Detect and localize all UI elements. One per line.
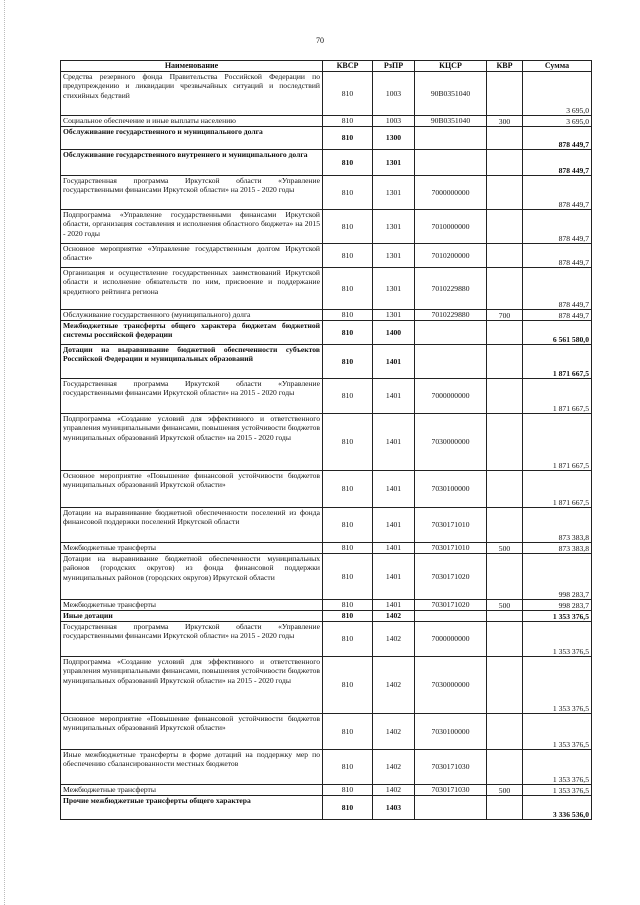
cell-sum: 1 353 376,5 <box>523 785 592 796</box>
cell-kcsr: 90В0351040 <box>415 116 487 127</box>
cell-kvsr: 810 <box>323 321 373 345</box>
cell-sum: 878 449,7 <box>523 310 592 321</box>
cell-kvr <box>487 150 523 176</box>
cell-kvr: 300 <box>487 116 523 127</box>
budget-table <box>60 60 592 820</box>
cell-kvsr: 810 <box>323 611 373 622</box>
cell-sum: 878 449,7 <box>523 268 592 310</box>
table-row <box>61 244 592 268</box>
cell-kvsr: 810 <box>323 622 373 657</box>
cell-kvsr: 810 <box>323 150 373 176</box>
cell-kvsr: 810 <box>323 543 373 554</box>
cell-sum: 3 336 536,0 <box>523 796 592 820</box>
cell-rzpr: 1301 <box>373 150 415 176</box>
cell-rzpr: 1401 <box>373 600 415 611</box>
cell-kvr: 500 <box>487 543 523 554</box>
cell-rzpr: 1301 <box>373 268 415 310</box>
cell-kvr <box>487 750 523 785</box>
cell-sum: 878 449,7 <box>523 127 592 150</box>
cell-kvr <box>487 176 523 210</box>
table-row <box>61 321 592 345</box>
cell-kvsr: 810 <box>323 785 373 796</box>
table-row <box>61 176 592 210</box>
cell-rzpr: 1402 <box>373 750 415 785</box>
cell-name: Дотации на выравнивание бюджетной обеспеченности субъектов Российской Федерации и муниципальных образований <box>61 345 323 379</box>
cell-sum: 878 449,7 <box>523 176 592 210</box>
cell-kvsr: 810 <box>323 116 373 127</box>
cell-name: Подпрограмма «Управление государственными финансами Иркутской области, организация составления и исполнения областного бюджета» на 2015 - 2020 годы <box>61 210 323 244</box>
cell-sum: 1 871 667,5 <box>523 414 592 471</box>
cell-rzpr: 1402 <box>373 611 415 622</box>
cell-kcsr: 7010229880 <box>415 310 487 321</box>
table-row <box>61 210 592 244</box>
cell-sum: 3 695,0 <box>523 72 592 116</box>
cell-kcsr <box>415 611 487 622</box>
table-row <box>61 72 592 116</box>
cell-kvsr: 810 <box>323 72 373 116</box>
table-row <box>61 268 592 310</box>
cell-rzpr: 1403 <box>373 796 415 820</box>
cell-kcsr <box>415 796 487 820</box>
cell-sum: 1 353 376,5 <box>523 657 592 714</box>
cell-kcsr: 7030171020 <box>415 600 487 611</box>
table-row <box>61 127 592 150</box>
cell-name: Межбюджетные трансферты <box>61 600 323 611</box>
cell-kcsr: 7030171010 <box>415 508 487 543</box>
header-sum: Сумма <box>523 61 592 72</box>
cell-kcsr: 7000000000 <box>415 622 487 657</box>
cell-kcsr: 90В0351040 <box>415 72 487 116</box>
cell-sum: 1 871 667,5 <box>523 345 592 379</box>
header-row <box>61 61 592 72</box>
cell-rzpr: 1301 <box>373 310 415 321</box>
cell-kvsr: 810 <box>323 176 373 210</box>
cell-kcsr: 7030100000 <box>415 714 487 750</box>
cell-kvr: 500 <box>487 600 523 611</box>
cell-kcsr: 7030171020 <box>415 554 487 600</box>
table-row <box>61 471 592 508</box>
cell-name: Государственная программа Иркутской области «Управление государственными финансами Иркутской области» на 2015 - 2020 годы <box>61 622 323 657</box>
cell-kvr <box>487 414 523 471</box>
cell-sum: 998 283,7 <box>523 554 592 600</box>
cell-rzpr: 1402 <box>373 785 415 796</box>
cell-kcsr: 7010200000 <box>415 244 487 268</box>
header-rzpr: РзПР <box>373 61 415 72</box>
header-kvr: КВР <box>487 61 523 72</box>
cell-kvr <box>487 471 523 508</box>
cell-name: Дотации на выравнивание бюджетной обеспеченности поселений из фонда финансовой поддержки поселений Иркутской области <box>61 508 323 543</box>
cell-kvsr: 810 <box>323 796 373 820</box>
page-number: 70 <box>316 36 324 45</box>
cell-kcsr: 7010000000 <box>415 210 487 244</box>
cell-sum: 878 449,7 <box>523 150 592 176</box>
cell-kcsr <box>415 345 487 379</box>
cell-kvr <box>487 321 523 345</box>
cell-rzpr: 1402 <box>373 622 415 657</box>
cell-name: Межбюджетные трансферты <box>61 785 323 796</box>
table-row <box>61 379 592 414</box>
cell-kvr <box>487 611 523 622</box>
cell-kvr <box>487 657 523 714</box>
header-name: Наименование <box>61 61 323 72</box>
cell-sum: 1 353 376,5 <box>523 611 592 622</box>
cell-name: Дотации на выравнивание бюджетной обеспеченности муниципальных районов (городских округов) из фонда финансовой поддержки муниципальных районов (городских округов) Иркутской области <box>61 554 323 600</box>
cell-kcsr: 7010229880 <box>415 268 487 310</box>
table-row <box>61 611 592 622</box>
cell-sum: 3 695,0 <box>523 116 592 127</box>
cell-rzpr: 1401 <box>373 471 415 508</box>
cell-rzpr: 1003 <box>373 72 415 116</box>
cell-kvr: 500 <box>487 785 523 796</box>
cell-kcsr <box>415 150 487 176</box>
cell-sum: 873 383,8 <box>523 508 592 543</box>
cell-kvr <box>487 244 523 268</box>
table-row <box>61 796 592 820</box>
cell-sum: 878 449,7 <box>523 210 592 244</box>
cell-kcsr: 7030171030 <box>415 750 487 785</box>
cell-sum: 1 353 376,5 <box>523 622 592 657</box>
cell-kvr <box>487 554 523 600</box>
cell-name: Межбюджетные трансферты <box>61 543 323 554</box>
cell-kvsr: 810 <box>323 310 373 321</box>
cell-name: Прочие межбюджетные трансферты общего характера <box>61 796 323 820</box>
page-edge-marks <box>4 0 6 905</box>
cell-rzpr: 1301 <box>373 210 415 244</box>
cell-name: Организация и осуществление государственных заимствований Иркутской области и исполнение обязательств по ним, присвоение и поддержание кредитного рейтинга региона <box>61 268 323 310</box>
cell-sum: 878 449,7 <box>523 244 592 268</box>
cell-kvr: 700 <box>487 310 523 321</box>
cell-name: Межбюджетные трансферты общего характера бюджетам бюджетной системы российской федерации <box>61 321 323 345</box>
cell-kvr <box>487 508 523 543</box>
cell-rzpr: 1401 <box>373 554 415 600</box>
cell-kvr <box>487 622 523 657</box>
table-header <box>61 61 592 72</box>
cell-sum: 1 871 667,5 <box>523 471 592 508</box>
cell-rzpr: 1402 <box>373 657 415 714</box>
cell-kvsr: 810 <box>323 414 373 471</box>
cell-sum: 873 383,8 <box>523 543 592 554</box>
cell-kvsr: 810 <box>323 508 373 543</box>
cell-rzpr: 1401 <box>373 414 415 471</box>
cell-rzpr: 1401 <box>373 543 415 554</box>
cell-kvr <box>487 379 523 414</box>
cell-kcsr: 7000000000 <box>415 379 487 414</box>
cell-sum: 1 353 376,5 <box>523 750 592 785</box>
table-row <box>61 414 592 471</box>
table-row <box>61 750 592 785</box>
cell-kvsr: 810 <box>323 127 373 150</box>
cell-name: Основное мероприятие «Повышение финансовой устойчивости бюджетов муниципальных образований Иркутской области» <box>61 471 323 508</box>
cell-kvr <box>487 210 523 244</box>
cell-name: Подпрограмма «Создание условий для эффективного и ответственного управления муниципальными финансами, повышения устойчивости бюджетов муниципальных образований Иркутской области» на 2015 - 2020 годы <box>61 657 323 714</box>
header-kcsr: КЦСР <box>415 61 487 72</box>
table-row <box>61 622 592 657</box>
cell-kcsr: 7000000000 <box>415 176 487 210</box>
cell-kvr <box>487 127 523 150</box>
cell-kvr <box>487 345 523 379</box>
cell-kvsr: 810 <box>323 471 373 508</box>
table-row <box>61 116 592 127</box>
cell-name: Иные дотации <box>61 611 323 622</box>
table-row <box>61 345 592 379</box>
cell-name: Обслуживание государственного и муниципального долга <box>61 127 323 150</box>
table-row <box>61 543 592 554</box>
cell-name: Государственная программа Иркутской области «Управление государственными финансами Иркутской области» на 2015 - 2020 годы <box>61 176 323 210</box>
cell-kcsr: 7030000000 <box>415 414 487 471</box>
cell-rzpr: 1401 <box>373 508 415 543</box>
cell-name: Социальное обеспечение и иные выплаты населению <box>61 116 323 127</box>
table-row <box>61 508 592 543</box>
cell-kcsr <box>415 321 487 345</box>
cell-kvsr: 810 <box>323 750 373 785</box>
cell-kcsr: 7030171010 <box>415 543 487 554</box>
cell-kvr <box>487 796 523 820</box>
cell-rzpr: 1301 <box>373 244 415 268</box>
table-row <box>61 600 592 611</box>
cell-kcsr: 7030100000 <box>415 471 487 508</box>
cell-kvsr: 810 <box>323 600 373 611</box>
cell-kvsr: 810 <box>323 657 373 714</box>
cell-kcsr: 7030000000 <box>415 657 487 714</box>
table-row <box>61 150 592 176</box>
cell-kvr <box>487 72 523 116</box>
cell-name: Государственная программа Иркутской области «Управление государственными финансами Иркутской области» на 2015 - 2020 годы <box>61 379 323 414</box>
cell-kvsr: 810 <box>323 714 373 750</box>
table-body <box>61 72 592 820</box>
cell-rzpr: 1301 <box>373 176 415 210</box>
cell-name: Обслуживание государственного внутреннего и муниципального долга <box>61 150 323 176</box>
cell-kvsr: 810 <box>323 554 373 600</box>
cell-kvr <box>487 268 523 310</box>
table-row <box>61 785 592 796</box>
cell-rzpr: 1400 <box>373 321 415 345</box>
cell-kcsr <box>415 127 487 150</box>
cell-kvr <box>487 714 523 750</box>
cell-name: Иные межбюджетные трансферты в форме дотаций на поддержку мер по обеспечению сбалансированности местных бюджетов <box>61 750 323 785</box>
cell-name: Основное мероприятие «Управление государственным долгом Иркутской области» <box>61 244 323 268</box>
cell-sum: 6 561 580,0 <box>523 321 592 345</box>
cell-kvsr: 810 <box>323 210 373 244</box>
cell-rzpr: 1300 <box>373 127 415 150</box>
cell-kvsr: 810 <box>323 244 373 268</box>
cell-rzpr: 1401 <box>373 345 415 379</box>
table-row <box>61 714 592 750</box>
cell-sum: 1 871 667,5 <box>523 379 592 414</box>
table-row <box>61 310 592 321</box>
cell-sum: 1 353 376,5 <box>523 714 592 750</box>
cell-rzpr: 1003 <box>373 116 415 127</box>
cell-name: Средства резервного фонда Правительства Российской Федерации по предупреждению и ликвидации чрезвычайных ситуаций и последствий стихийных бедствий <box>61 72 323 116</box>
cell-kvsr: 810 <box>323 268 373 310</box>
cell-rzpr: 1401 <box>373 379 415 414</box>
table-row <box>61 554 592 600</box>
cell-rzpr: 1402 <box>373 714 415 750</box>
cell-name: Основное мероприятие «Повышение финансовой устойчивости бюджетов муниципальных образований Иркутской области» <box>61 714 323 750</box>
cell-kvsr: 810 <box>323 345 373 379</box>
cell-sum: 998 283,7 <box>523 600 592 611</box>
cell-name: Обслуживание государственного (муниципального) долга <box>61 310 323 321</box>
cell-kcsr: 7030171030 <box>415 785 487 796</box>
table-row <box>61 657 592 714</box>
header-kvsr: КВСР <box>323 61 373 72</box>
cell-name: Подпрограмма «Создание условий для эффективного и ответственного управления муниципальными финансами, повышения устойчивости бюджетов муниципальных образований Иркутской области» на 2015 - 2020 годы <box>61 414 323 471</box>
cell-kvsr: 810 <box>323 379 373 414</box>
